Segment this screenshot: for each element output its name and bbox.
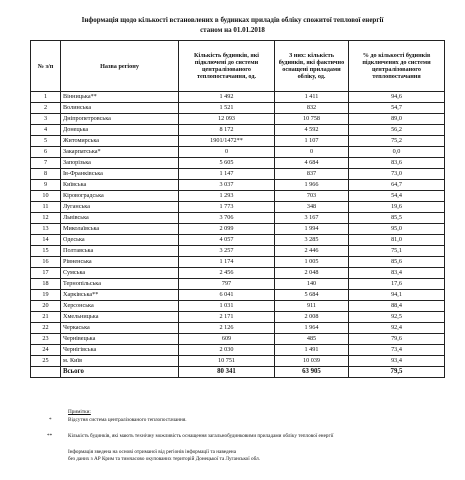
row-percent: 83,4 [349, 268, 445, 279]
row-num: 4 [31, 125, 61, 136]
row-num: 23 [31, 334, 61, 345]
note-mark-2: ** [47, 433, 53, 439]
row-region: Полтавська [61, 246, 179, 257]
row-region: Луганська [61, 202, 179, 213]
table-row [31, 224, 445, 235]
row-percent: 95,0 [349, 224, 445, 235]
document-title: Інформація щодо кількості встановлених в будинках приладів обліку спожитої теплової енергії [81, 16, 384, 24]
row-connected: 1 174 [179, 257, 275, 268]
table-row [31, 356, 445, 367]
row-connected: 1 031 [179, 301, 275, 312]
row-region: Чернівецька [61, 334, 179, 345]
row-connected: 12 093 [179, 114, 275, 125]
row-num: 21 [31, 312, 61, 323]
row-percent: 19,6 [349, 202, 445, 213]
table-row [31, 301, 445, 312]
row-num: 5 [31, 136, 61, 147]
row-percent: 75,1 [349, 246, 445, 257]
row-num: 10 [31, 191, 61, 202]
row-num: 1 [31, 92, 61, 103]
row-region: Тернопільська [61, 279, 179, 290]
header-percent: % до кількості будинків підключених до системи централізованого теплопостачання [349, 41, 445, 92]
row-percent: 73,0 [349, 169, 445, 180]
table-row [31, 290, 445, 301]
table-total-row [31, 367, 445, 378]
row-equipped: 1 411 [275, 92, 349, 103]
row-num: 15 [31, 246, 61, 257]
row-equipped: 911 [275, 301, 349, 312]
note-text-4: без даних з АР Крим та тимчасово окупованих територій Донецької та Луганської обл. [68, 456, 260, 462]
table-row [31, 268, 445, 279]
row-region: Вінницька** [61, 92, 179, 103]
table-row [31, 257, 445, 268]
row-region: Кіровоградська [61, 191, 179, 202]
row-num: 7 [31, 158, 61, 169]
row-equipped: 3 285 [275, 235, 349, 246]
note-text-2: Кількість будинків, які мають технічну можливість оснащення загальнобудинковими приладами обліку теплової енергії [68, 433, 334, 439]
row-region: Харківська** [61, 290, 179, 301]
row-equipped: 3 167 [275, 213, 349, 224]
row-equipped: 2 446 [275, 246, 349, 257]
row-region: Запорізька [61, 158, 179, 169]
row-num: 20 [31, 301, 61, 312]
row-equipped: 4 592 [275, 125, 349, 136]
total-num [31, 367, 61, 378]
row-num: 25 [31, 356, 61, 367]
row-percent: 73,4 [349, 345, 445, 356]
row-percent: 75,2 [349, 136, 445, 147]
total-equipped: 63 905 [275, 367, 349, 378]
row-region: Київська [61, 180, 179, 191]
row-region: Дніпропетровська [61, 114, 179, 125]
row-percent: 54,7 [349, 103, 445, 114]
row-connected: 6 041 [179, 290, 275, 301]
row-region: Херсонська [61, 301, 179, 312]
row-equipped: 348 [275, 202, 349, 213]
row-percent: 0,0 [349, 147, 445, 158]
table-row [31, 279, 445, 290]
row-region: Сумська [61, 268, 179, 279]
row-connected: 0 [179, 147, 275, 158]
row-equipped: 10 039 [275, 356, 349, 367]
table-row [31, 345, 445, 356]
table-row [31, 103, 445, 114]
row-equipped: 485 [275, 334, 349, 345]
row-connected: 797 [179, 279, 275, 290]
row-region: Чернігівська [61, 345, 179, 356]
row-connected: 4 057 [179, 235, 275, 246]
row-percent: 94,1 [349, 290, 445, 301]
row-region: Волинська [61, 103, 179, 114]
notes-title: Примітки: [68, 409, 91, 415]
row-connected: 2 456 [179, 268, 275, 279]
document-date: станом на 01.01.2018 [200, 26, 265, 34]
row-connected: 8 172 [179, 125, 275, 136]
table-row [31, 246, 445, 257]
row-percent: 89,0 [349, 114, 445, 125]
table-row [31, 158, 445, 169]
row-equipped: 10 758 [275, 114, 349, 125]
row-equipped: 4 684 [275, 158, 349, 169]
table-row [31, 312, 445, 323]
row-connected: 10 751 [179, 356, 275, 367]
table-row [31, 92, 445, 103]
row-connected: 609 [179, 334, 275, 345]
row-percent: 54,4 [349, 191, 445, 202]
row-connected: 2 099 [179, 224, 275, 235]
row-percent: 56,2 [349, 125, 445, 136]
row-percent: 93,4 [349, 356, 445, 367]
table-row [31, 114, 445, 125]
total-connected: 80 341 [179, 367, 275, 378]
row-num: 19 [31, 290, 61, 301]
row-percent: 85,6 [349, 257, 445, 268]
row-connected: 1 147 [179, 169, 275, 180]
row-connected: 5 605 [179, 158, 275, 169]
row-num: 18 [31, 279, 61, 290]
row-region: Ів-Франківська [61, 169, 179, 180]
row-percent: 64,7 [349, 180, 445, 191]
row-percent: 85,5 [349, 213, 445, 224]
row-region: Миколаївська [61, 224, 179, 235]
row-region: м. Київ [61, 356, 179, 367]
header-num: № з/п [31, 41, 61, 92]
row-equipped: 140 [275, 279, 349, 290]
row-num: 9 [31, 180, 61, 191]
table-row [31, 213, 445, 224]
row-percent: 94,6 [349, 92, 445, 103]
row-connected: 1 492 [179, 92, 275, 103]
note-mark-1: * [49, 417, 52, 423]
row-region: Закарпатська* [61, 147, 179, 158]
table-row [31, 169, 445, 180]
row-connected: 2 126 [179, 323, 275, 334]
row-equipped: 1 005 [275, 257, 349, 268]
row-percent: 79,6 [349, 334, 445, 345]
row-region: Черкаська [61, 323, 179, 334]
row-num: 11 [31, 202, 61, 213]
row-num: 13 [31, 224, 61, 235]
header-equipped-buildings: З них: кількість будинків, які фактично оснащені приладами обліку, од. [275, 41, 349, 92]
row-equipped: 1 107 [275, 136, 349, 147]
row-num: 3 [31, 114, 61, 125]
row-region: Львівська [61, 213, 179, 224]
row-num: 17 [31, 268, 61, 279]
row-equipped: 703 [275, 191, 349, 202]
row-num: 12 [31, 213, 61, 224]
row-percent: 92,5 [349, 312, 445, 323]
row-percent: 83,6 [349, 158, 445, 169]
row-num: 22 [31, 323, 61, 334]
row-equipped: 1 491 [275, 345, 349, 356]
header-connected-buildings: Кількість будинків, які підключені до системи централізованого теплопостачання, од. [179, 41, 275, 92]
row-equipped: 1 994 [275, 224, 349, 235]
table-header-row [31, 41, 445, 92]
row-num: 2 [31, 103, 61, 114]
row-connected: 1901/1472** [179, 136, 275, 147]
row-equipped: 5 684 [275, 290, 349, 301]
row-connected: 3 037 [179, 180, 275, 191]
row-num: 16 [31, 257, 61, 268]
row-equipped: 837 [275, 169, 349, 180]
row-connected: 1 293 [179, 191, 275, 202]
note-text-1: Відсутня система централізованого теплопостачання. [68, 417, 187, 423]
row-connected: 2 030 [179, 345, 275, 356]
row-percent: 92,4 [349, 323, 445, 334]
row-percent: 17,6 [349, 279, 445, 290]
table-row [31, 235, 445, 246]
table-row [31, 323, 445, 334]
row-equipped: 2 048 [275, 268, 349, 279]
table-row [31, 180, 445, 191]
row-equipped: 0 [275, 147, 349, 158]
row-connected: 1 773 [179, 202, 275, 213]
row-region: Одеська [61, 235, 179, 246]
row-num: 24 [31, 345, 61, 356]
row-equipped: 1 964 [275, 323, 349, 334]
row-equipped: 832 [275, 103, 349, 114]
row-percent: 88,4 [349, 301, 445, 312]
row-equipped: 2 008 [275, 312, 349, 323]
row-connected: 3 257 [179, 246, 275, 257]
table-row [31, 202, 445, 213]
table-row [31, 125, 445, 136]
row-region: Донецька [61, 125, 179, 136]
total-label: Всього [61, 367, 179, 378]
row-num: 6 [31, 147, 61, 158]
meters-table [30, 40, 445, 378]
row-connected: 2 171 [179, 312, 275, 323]
note-text-3: Інформація зведена на основі отриманої від регіонів інформації та наведена [68, 449, 237, 455]
row-region: Житомирська [61, 136, 179, 147]
row-num: 14 [31, 235, 61, 246]
row-connected: 3 706 [179, 213, 275, 224]
row-percent: 81,0 [349, 235, 445, 246]
table-row [31, 191, 445, 202]
total-percent: 79,5 [349, 367, 445, 378]
row-region: Рівненська [61, 257, 179, 268]
header-region: Назва регіону [61, 41, 179, 92]
row-equipped: 1 966 [275, 180, 349, 191]
row-region: Хмельницька [61, 312, 179, 323]
table-row [31, 136, 445, 147]
row-num: 8 [31, 169, 61, 180]
row-connected: 1 521 [179, 103, 275, 114]
table-row [31, 334, 445, 345]
table-row [31, 147, 445, 158]
